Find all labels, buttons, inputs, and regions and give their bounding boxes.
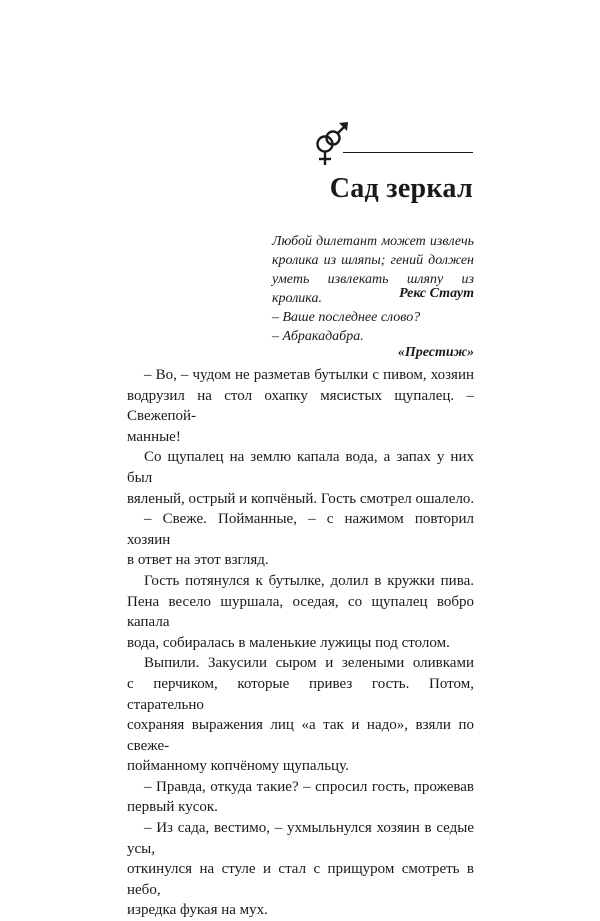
text-line: пойманному копчёному щупальцу. bbox=[127, 758, 349, 775]
text-line: первый кусок. bbox=[127, 799, 218, 816]
text-line: изредка фукая на мух. bbox=[127, 902, 268, 919]
text-line: вяленый, острый и копчёный. Гость смотрел ошалело. bbox=[127, 490, 475, 507]
male-female-symbol-icon bbox=[312, 117, 358, 169]
dialog-line: – Ваше последнее слово? bbox=[272, 310, 421, 325]
text-line: сохраняя выражения лиц «а так и надо», взяли по свеже- bbox=[127, 717, 474, 754]
chapter-title-rule bbox=[343, 152, 473, 153]
epigraph-line: кролика из шляпы; гений должен bbox=[272, 253, 474, 268]
chapter-body-text bbox=[127, 365, 474, 921]
text-line: в ответ на этот взгляд. bbox=[127, 552, 269, 569]
chapter-title: Сад зеркал bbox=[329, 173, 473, 204]
epigraph-line: Любой дилетант может извлечь bbox=[272, 234, 474, 249]
epigraph-line: уметь извлекать шляпу из кролика. bbox=[272, 272, 474, 306]
text-line: манные! bbox=[127, 428, 181, 445]
epigraph-author: Рекс Стаут bbox=[399, 286, 474, 301]
epigraph-source: «Престиж» bbox=[397, 345, 474, 360]
epigraph-dialog bbox=[272, 308, 420, 346]
text-line: Выпили. Закусили сыром и зелеными оливками bbox=[144, 655, 474, 672]
text-line: откинулся на стуле и стал с прищуром смотреть в небо, bbox=[127, 861, 474, 898]
text-line: Пена весело шуршала, оседая, со щупалец вобро капала bbox=[127, 593, 474, 631]
text-line: с перчиком, которые привез гость. Потом, старательно bbox=[127, 675, 474, 713]
text-line: – Во, – чудом не разметав бутылки с пивом, хозяин bbox=[144, 367, 474, 383]
text-line: вода, собиралась в маленькие лужицы под столом. bbox=[127, 634, 450, 651]
dialog-line: – Абракадабра. bbox=[272, 329, 364, 344]
text-line: – Свеже. Пойманные, – с нажимом повторил хозяин bbox=[127, 511, 474, 548]
text-line: – Из сада, вестимо, – ухмыльнулся хозяин в седые усы, bbox=[127, 820, 474, 857]
text-line: Со щупалец на землю капала вода, а запах у них был bbox=[127, 449, 474, 486]
text-line: – Правда, откуда такие? – спросил гость, прожевав bbox=[144, 778, 474, 795]
text-line: Гость потянулся к бутылке, долил в кружки пива. bbox=[144, 572, 474, 589]
text-line: водрузил на стол охапку мясистых щупалец. – Свежепой- bbox=[127, 387, 474, 425]
